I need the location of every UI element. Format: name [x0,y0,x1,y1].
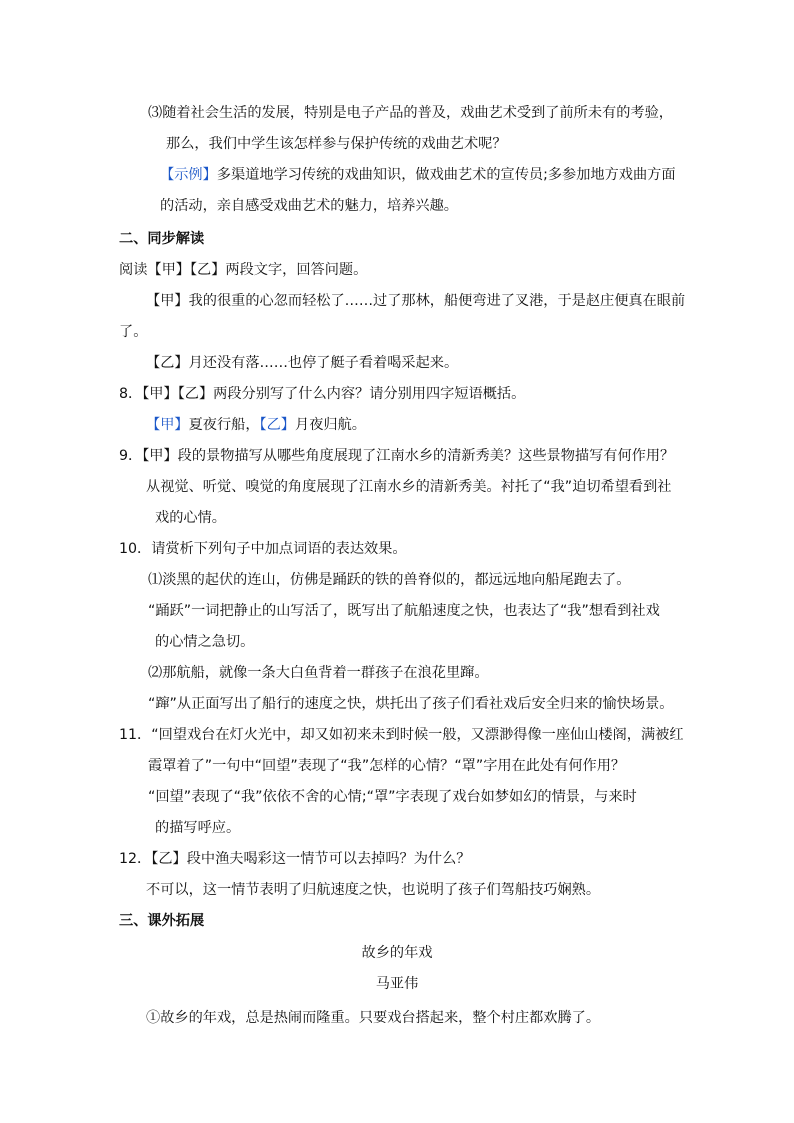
question-7-3: ⑶随着社会生活的发展，特别是电子产品的普及，戏曲艺术受到了前所未有的考验， [148,105,673,121]
answer-9: 从视觉、听觉、嗅觉的角度展现了江南水乡的清新秀美。衬托了“我”迫切希望看到社 [146,479,672,495]
answer-12: 不可以，这一情节表明了归航速度之快，也说明了孩子们驾船技巧娴熟。 [146,882,601,898]
answer-11: “回望”表现了“我”依依不舍的心情;“罩”字表现了戏台如梦如幻的情景，与来时 [148,789,637,805]
answer-7-3: 【示例】多渠道地学习传统的戏曲知识，做戏曲艺术的宣传员;多参加地方戏曲方面 [160,167,676,183]
answer-10-1: “踊跃”一词把静止的山写活了，既写出了航船速度之快，也表达了“我”想看到社戏 [148,603,660,619]
question-7-3-cont: 那么，我们中学生该怎样参与保护传统的戏曲艺术呢？ [166,136,507,152]
answer-11-cont: 的描写呼应。 [155,820,241,836]
answer-10-1-cont: 的心情之急切。 [155,634,255,650]
article-paragraph-1: ①故乡的年戏，总是热闹而隆重。只要戏台搭起来，整个村庄都欢腾了。 [146,1010,601,1026]
question-10: 10．请赏析下列句子中加点词语的表达效果。 [119,541,407,557]
question-9: 9．【甲】段的景物描写从哪些角度展现了江南水乡的清新秀美？这些景物描写有何作用？ [119,448,675,464]
answer-10-2: “蹿”从正面写出了船行的速度之快，烘托出了孩子们看社戏后安全归来的愉快场景。 [148,696,674,712]
answer-7-3-cont: 的活动，亲自感受戏曲艺术的魅力，培养兴趣。 [160,198,458,214]
reading-instruction: 阅读【甲】【乙】两段文字，回答问题。 [119,262,368,278]
passage-jia-cont: 了。 [119,324,148,340]
passage-jia: 【甲】我的很重的心忽而轻松了……过了那林，船便弯进了叉港，于是赵庄便真在眼前 [146,293,686,309]
question-8: 8．【甲】【乙】两段分别写了什么内容？请分别用四字短语概括。 [119,386,526,402]
example-tag: 【示例】 [160,167,217,183]
article-title: 故乡的年戏 [361,945,433,961]
answer-8: 【甲】夏夜行船，【乙】月夜归航。 [146,417,366,433]
question-11: 11．“回望戏台在灯火光中，却又如初来未到时候一般，又漂渺得像一座仙山楼阁，满被红 [119,727,684,743]
question-11-cont: 霞罩着了”一句中“回望”表现了“我”怎样的心情？“罩”字用在此处有何作用？ [148,758,626,774]
answer-9-cont: 戏的心情。 [155,510,226,526]
passage-yi: 【乙】月还没有落……也停了艇子看着喝采起来。 [146,355,459,371]
section-heading-3: 三、课外拓展 [119,913,205,929]
question-12: 12．【乙】段中渔夫喝彩这一情节可以去掉吗？为什么？ [119,851,471,867]
question-10-2: ⑵那航船，就像一条大白鱼背着一群孩子在浪花里蹿。 [148,665,489,681]
question-10-1: ⑴淡黑的起伏的连山，仿佛是踊跃的铁的兽脊似的，都远远地向船尾跑去了。 [148,572,631,588]
article-author: 马亚伟 [375,976,419,992]
section-heading-2: 二、同步解读 [119,231,205,247]
